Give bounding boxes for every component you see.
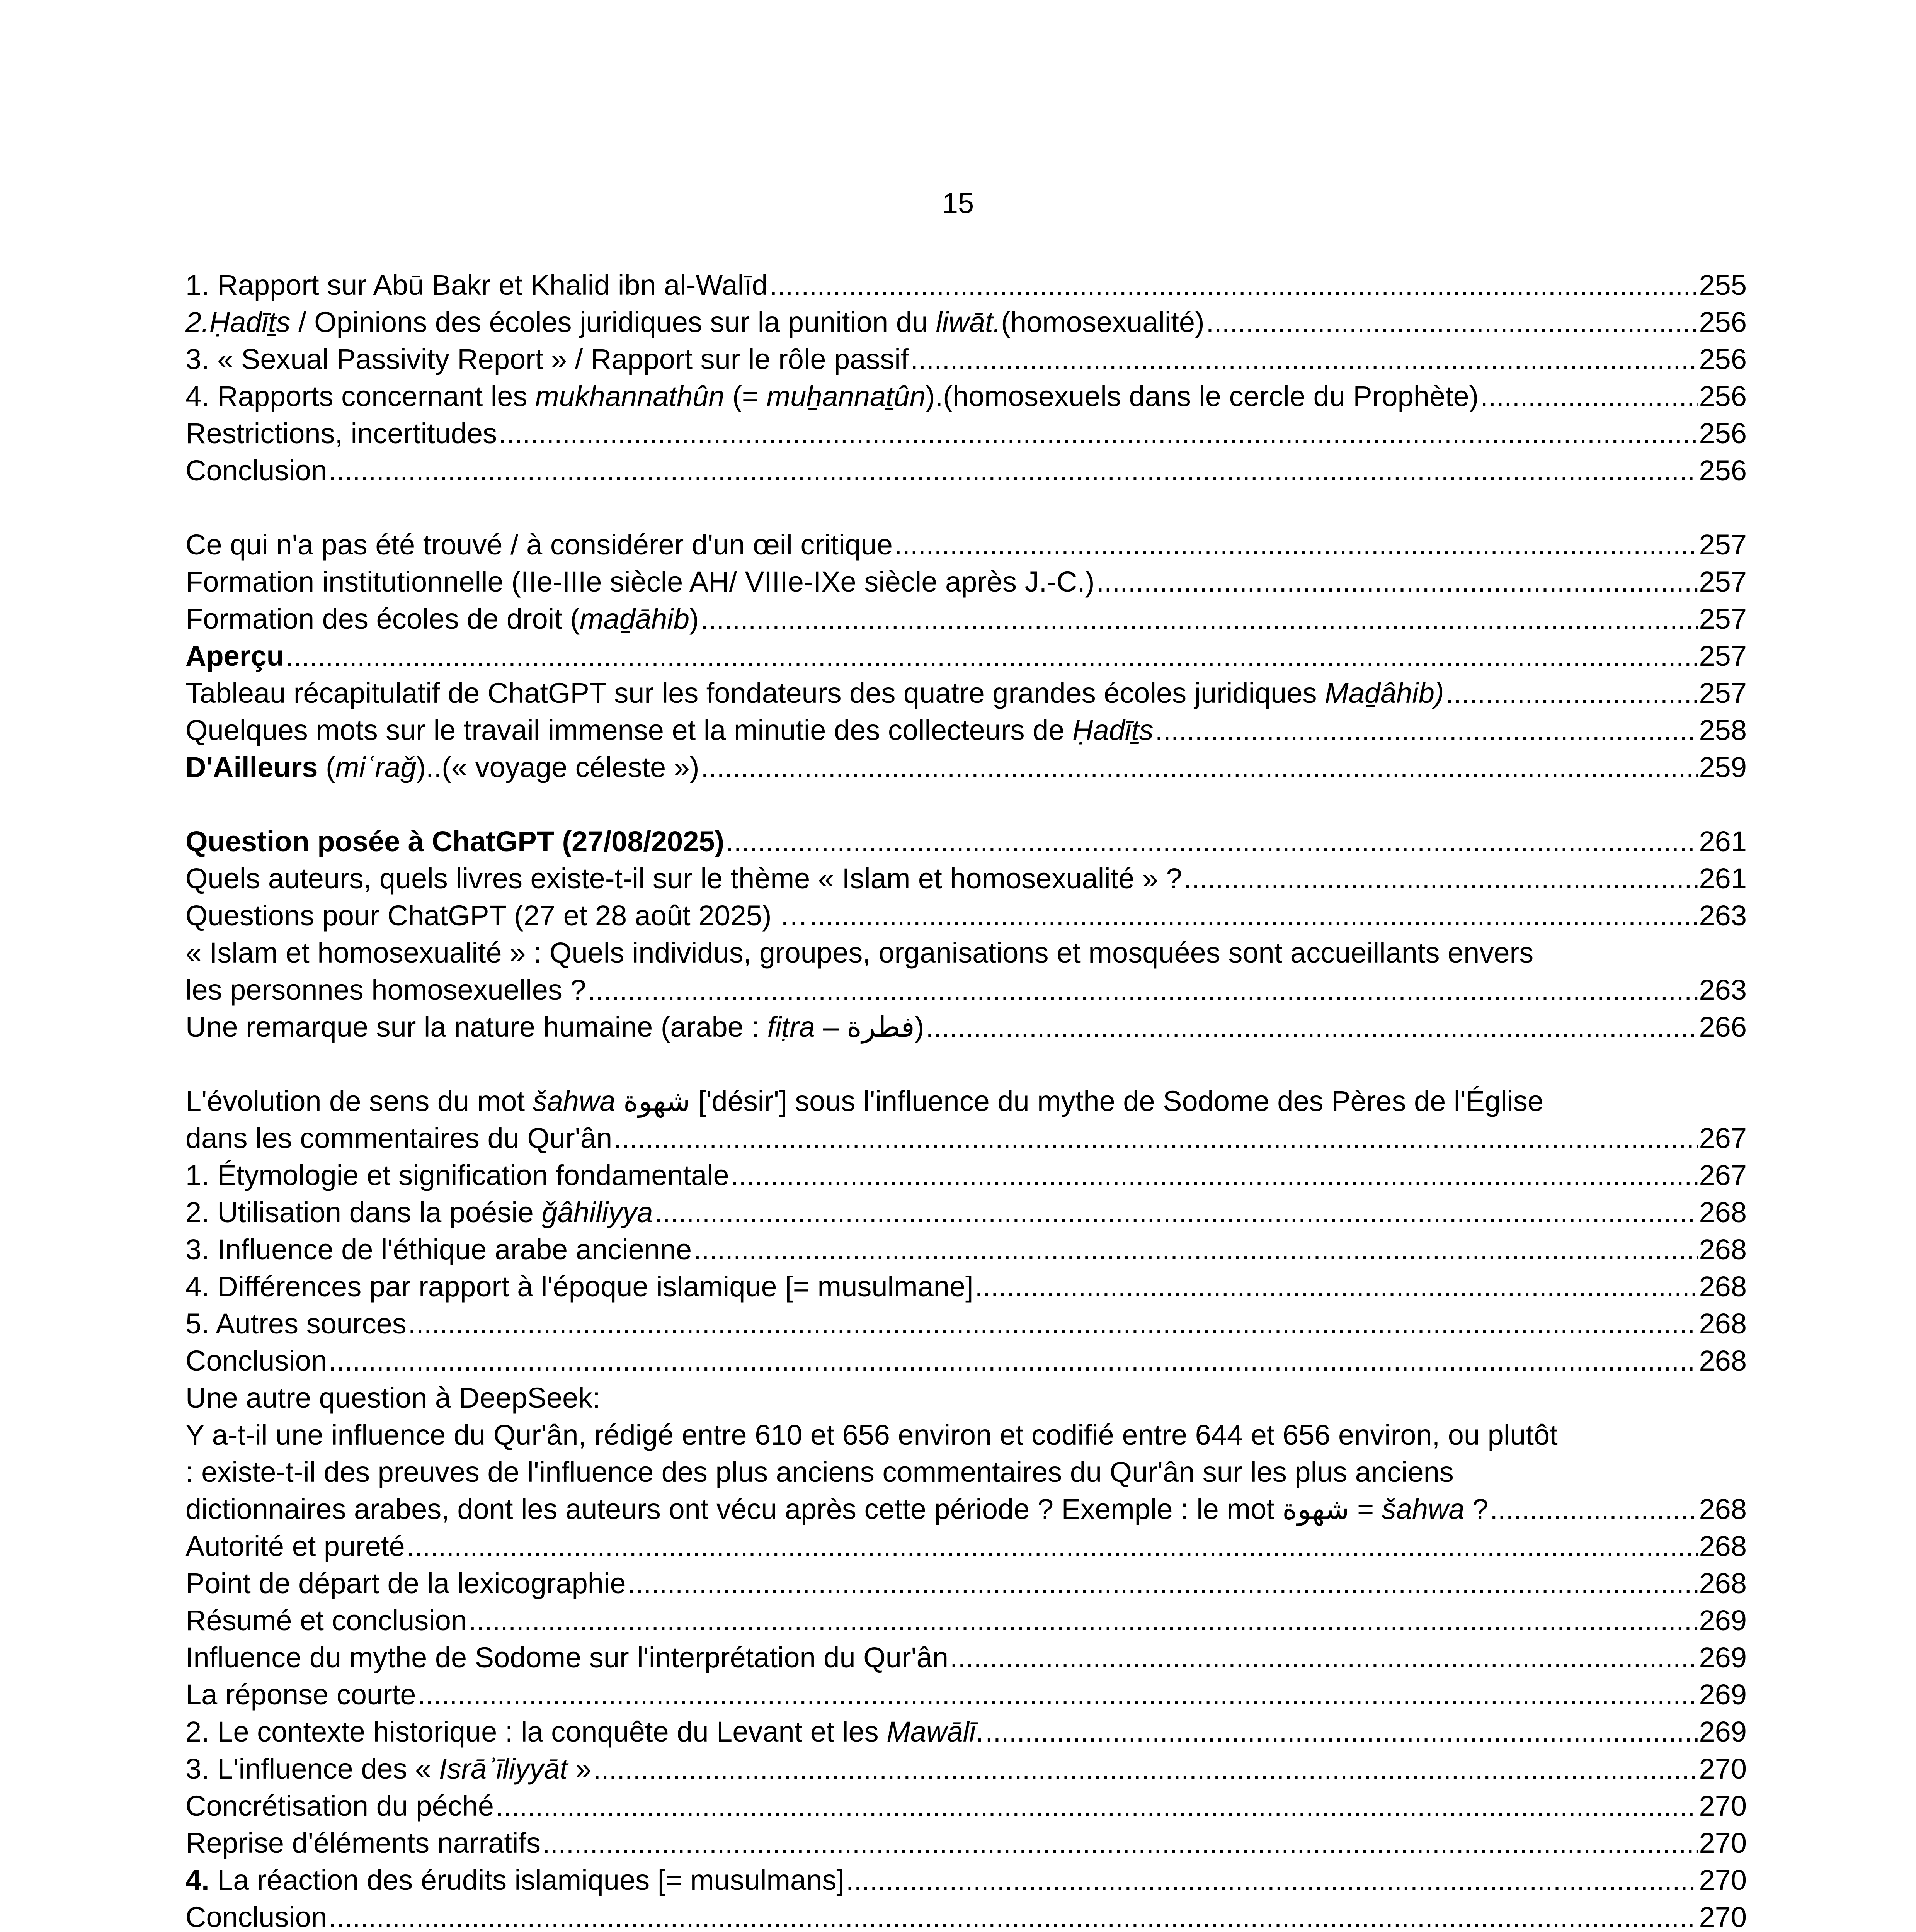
toc-title-segment: Ce qui n'a pas été trouvé / à considérer d'un œil critique <box>185 529 893 561</box>
toc-entry-title <box>185 415 497 452</box>
toc-entry <box>185 1602 1747 1639</box>
toc-entry <box>185 563 1747 600</box>
toc-page-number: 257 <box>1699 640 1747 672</box>
toc-entry-title <box>185 1454 1454 1491</box>
dot-leader <box>418 1676 1698 1713</box>
toc-entry-title <box>185 1417 1558 1454</box>
dot-leader <box>328 452 1697 489</box>
toc-entry <box>185 1305 1747 1342</box>
toc-entry-title <box>185 563 1094 600</box>
toc-page-number: 256 <box>1699 343 1747 375</box>
toc-entry-title <box>185 1231 692 1268</box>
dot-leader <box>468 1602 1697 1639</box>
toc-title-segment: dans les commentaires du Qur'ân <box>185 1122 613 1154</box>
dot-leader <box>1490 1491 1697 1528</box>
toc-entry-title <box>185 638 284 675</box>
toc-entry-title <box>185 378 1479 415</box>
toc-entry <box>185 526 1747 563</box>
toc-page-number: 268 <box>1699 1530 1747 1562</box>
toc-page-number: 256 <box>1699 380 1747 412</box>
toc-title-segment: mukhannathûn <box>535 380 725 412</box>
toc-entry <box>185 712 1747 749</box>
toc-entry-title <box>185 675 1444 712</box>
toc-entry <box>185 452 1747 489</box>
toc-title-segment: Concrétisation du péché <box>185 1790 494 1822</box>
dot-leader <box>769 267 1698 304</box>
toc-title-segment: Question posée à ChatGPT (27/08/2025) <box>185 825 725 857</box>
toc-entry <box>185 638 1747 675</box>
toc-title-segment: » <box>567 1753 592 1785</box>
dot-leader <box>1155 712 1698 749</box>
toc-page-number: 268 <box>1699 1308 1747 1340</box>
toc-entry-title <box>185 1862 844 1899</box>
toc-entry <box>185 1676 1747 1713</box>
toc-page-number: 258 <box>1699 714 1747 746</box>
toc-title-segment: ? <box>1464 1493 1489 1525</box>
toc-title-segment: fiṭra <box>767 1011 815 1043</box>
toc-title-segment: Quelques mots sur le travail immense et la minutie des collecteurs de <box>185 714 1073 746</box>
dot-leader <box>614 1120 1697 1157</box>
toc-title-segment: – فطرة) <box>815 1011 924 1043</box>
dot-leader <box>654 1194 1697 1231</box>
toc-title-segment: Maḏâhib) <box>1325 677 1444 709</box>
toc-title-segment: Mawālī <box>887 1716 976 1748</box>
toc-title-segment: dictionnaires arabes, dont les auteurs ont vécu après cette période ? Exemple : le mot شهوة = <box>185 1493 1382 1525</box>
toc-entry-title <box>185 1009 924 1046</box>
toc-entry <box>185 1342 1747 1379</box>
toc-title-segment: Formation des écoles de droit ( <box>185 603 580 635</box>
toc-entry-title <box>185 1713 984 1750</box>
toc-title-segment: La réaction des érudits islamiques [= musulmans] <box>209 1864 844 1896</box>
dot-leader <box>910 341 1697 378</box>
dot-leader <box>1446 675 1698 712</box>
toc-title-segment: 2. Utilisation dans la poésie <box>185 1196 542 1228</box>
toc-title-segment: 5. Autres sources <box>185 1308 407 1340</box>
toc-entry <box>185 971 1747 1009</box>
toc-title-segment: Isrāʾīliyyāt <box>439 1753 568 1785</box>
dot-leader <box>593 1750 1698 1787</box>
toc-entry-title <box>185 1157 729 1194</box>
toc-entry-title <box>185 341 909 378</box>
toc-title-segment: )..(« voyage céleste ») <box>416 751 699 783</box>
dot-leader <box>701 749 1697 786</box>
toc-text-line <box>185 1379 1747 1417</box>
toc-title-segment: : existe-t-il des preuves de l'influence des plus anciens commentaires du Qur'ân sur les plus anciens <box>185 1456 1454 1488</box>
toc-title-segment: 3. « Sexual Passivity Report » / Rapport sur le rôle passif <box>185 343 909 375</box>
toc-entry-title <box>185 1639 948 1676</box>
toc-entry <box>185 1787 1747 1825</box>
dot-leader <box>810 897 1697 934</box>
dot-leader <box>542 1825 1698 1862</box>
toc-page-number: 257 <box>1699 566 1747 598</box>
toc-entry-title <box>185 1342 327 1379</box>
toc-title-segment: La réponse courte <box>185 1679 416 1711</box>
dot-leader <box>328 1899 1697 1932</box>
toc-title-segment: Une remarque sur la nature humaine (arabe : <box>185 1011 767 1043</box>
dot-leader <box>1206 304 1698 341</box>
toc-page-number: 267 <box>1699 1122 1747 1154</box>
toc-page-number: 268 <box>1699 1270 1747 1303</box>
toc-entry <box>185 1268 1747 1305</box>
toc-entry <box>185 675 1747 712</box>
toc-title-segment: 3. Influence de l'éthique arabe ancienne <box>185 1233 692 1265</box>
toc-entry <box>185 1639 1747 1676</box>
toc-page-number: 261 <box>1699 862 1747 895</box>
toc-entry <box>185 1750 1747 1787</box>
toc-spacer <box>185 1046 1747 1083</box>
toc-entry-title <box>185 1676 416 1713</box>
toc-title-segment: Tableau récapitulatif de ChatGPT sur les fondateurs des quatre grandes écoles juridiques <box>185 677 1325 709</box>
toc-title-segment: Influence du mythe de Sodome sur l'interprétation du Qur'ân <box>185 1641 948 1673</box>
toc-title-segment: 4. Différences par rapport à l'époque islamique [= musulmane] <box>185 1270 973 1303</box>
toc-title-segment: ).(homosexuels dans le cercle du Prophète) <box>926 380 1479 412</box>
toc-entry <box>185 1231 1747 1268</box>
toc-entry-title <box>185 304 1205 341</box>
toc-title-segment: liwāt. <box>936 306 1001 338</box>
toc-entry <box>185 749 1747 786</box>
toc-entry-title <box>185 1750 592 1787</box>
toc-page-number: 270 <box>1699 1753 1747 1785</box>
toc-entry <box>185 1194 1747 1231</box>
toc-entry-title <box>185 1268 973 1305</box>
toc-text-line <box>185 1417 1747 1454</box>
toc-title-segment: 2.Ḥadīṯs <box>185 306 291 338</box>
toc-page-number: 257 <box>1699 603 1747 635</box>
toc-entry <box>185 1713 1747 1750</box>
toc-page-number: 257 <box>1699 677 1747 709</box>
toc-entry-title <box>185 1305 407 1342</box>
toc-title-segment: 4. <box>185 1864 209 1896</box>
toc-entry-title <box>185 1565 626 1602</box>
toc-page-number: 257 <box>1699 529 1747 561</box>
toc-title-segment: Reprise d'éléments narratifs <box>185 1827 541 1859</box>
toc-entry <box>185 1157 1747 1194</box>
dot-leader <box>701 600 1698 638</box>
toc-title-segment: miʿraǧ <box>335 751 417 783</box>
toc-title-segment: Conclusion <box>185 1901 327 1932</box>
toc-title-segment: / Opinions des écoles juridiques sur la punition du <box>290 306 936 338</box>
dot-leader <box>588 971 1698 1009</box>
toc-spacer <box>185 489 1747 526</box>
toc-title-segment: 1. Étymologie et signification fondamentale <box>185 1159 729 1191</box>
dot-leader <box>328 1342 1697 1379</box>
toc-title-segment: Quels auteurs, quels livres existe-t-il sur le thème « Islam et homosexualité » ? <box>185 862 1182 895</box>
toc-entry-title <box>185 1379 601 1417</box>
toc-title-segment: 1. Rapport sur Abū Bakr et Khalid ibn al-Walīd <box>185 269 768 301</box>
toc-entry-title <box>185 1194 653 1231</box>
toc-entry <box>185 1528 1747 1565</box>
table-of-contents <box>185 267 1747 1932</box>
toc-entry <box>185 267 1747 304</box>
toc-title-segment: Y a-t-il une influence du Qur'ân, rédigé entre 610 et 656 environ et codifié entre 644 et 656 environ, ou plutôt <box>185 1419 1558 1451</box>
toc-entry <box>185 1862 1747 1899</box>
toc-page-number: 256 <box>1699 306 1747 338</box>
toc-title-segment: Formation institutionnelle (IIe-IIIe siècle AH/ VIIIe-IXe siècle après J.-C.) <box>185 566 1095 598</box>
toc-entry-title <box>185 860 1182 897</box>
dot-leader <box>628 1565 1698 1602</box>
toc-entry <box>185 415 1747 452</box>
toc-page-number: 268 <box>1699 1233 1747 1265</box>
toc-page-number: 263 <box>1699 900 1747 932</box>
toc-page-number: 256 <box>1699 454 1747 486</box>
dot-leader <box>726 823 1697 860</box>
toc-entry <box>185 823 1747 860</box>
dot-leader <box>985 1713 1697 1750</box>
toc-entry <box>185 897 1747 934</box>
dot-leader <box>975 1268 1698 1305</box>
dot-leader <box>286 638 1698 675</box>
dot-leader <box>407 1528 1698 1565</box>
toc-title-segment: les personnes homosexuelles ? <box>185 974 586 1006</box>
toc-entry-title <box>185 934 1533 971</box>
toc-entry-title <box>185 897 808 934</box>
dot-leader <box>846 1862 1698 1899</box>
toc-text-line <box>185 1454 1747 1491</box>
toc-page-number: 261 <box>1699 825 1747 857</box>
toc-title-segment: 3. L'influence des « <box>185 1753 439 1785</box>
toc-entry-title <box>185 1602 467 1639</box>
toc-entry-title <box>185 749 699 786</box>
toc-title-segment: muẖannaṯûn <box>766 380 926 412</box>
toc-entry <box>185 1825 1747 1862</box>
toc-page-number: 268 <box>1699 1345 1747 1377</box>
dot-leader <box>1480 378 1697 415</box>
toc-page-number: 269 <box>1699 1716 1747 1748</box>
dot-leader <box>495 1787 1697 1825</box>
toc-title-segment: Conclusion <box>185 454 327 486</box>
toc-entry <box>185 1009 1747 1046</box>
toc-title-segment: D'Ailleurs <box>185 751 318 783</box>
toc-entry <box>185 1565 1747 1602</box>
toc-entry <box>185 341 1747 378</box>
toc-page-number: 270 <box>1699 1790 1747 1822</box>
toc-page-number: 270 <box>1699 1864 1747 1896</box>
toc-entry-title <box>185 267 768 304</box>
dot-leader <box>894 526 1698 563</box>
toc-page-number: 270 <box>1699 1901 1747 1932</box>
toc-page-number: 268 <box>1699 1493 1747 1525</box>
toc-title-segment: Résumé et conclusion <box>185 1604 467 1636</box>
toc-entry-title <box>185 1120 612 1157</box>
toc-entry <box>185 304 1747 341</box>
toc-title-segment: Restrictions, incertitudes <box>185 417 497 449</box>
toc-page-number: 263 <box>1699 974 1747 1006</box>
toc-entry-title <box>185 526 893 563</box>
toc-entry-title <box>185 452 327 489</box>
toc-entry <box>185 600 1747 638</box>
toc-page-number: 266 <box>1699 1011 1747 1043</box>
toc-page-number: 256 <box>1699 417 1747 449</box>
toc-entry <box>185 860 1747 897</box>
toc-page-number: 259 <box>1699 751 1747 783</box>
toc-title-segment: شهوة ['désir'] sous l'influence du mythe de Sodome des Pères de l'Église <box>615 1085 1544 1117</box>
toc-entry-title <box>185 1787 494 1825</box>
toc-entry-title <box>185 1083 1543 1120</box>
page-number: 15 <box>942 187 974 219</box>
toc-entry-title <box>185 1899 327 1932</box>
toc-title-segment: ( <box>318 751 335 783</box>
toc-title-segment: Aperçu <box>185 640 284 672</box>
toc-title-segment: « Islam et homosexualité » : Quels individus, groupes, organisations et mosquées sont accueillants envers <box>185 937 1534 969</box>
toc-title-segment: maḏāhib <box>580 603 689 635</box>
dot-leader <box>1096 563 1697 600</box>
toc-text-line <box>185 934 1747 971</box>
dot-leader <box>926 1009 1697 1046</box>
toc-page-number: 268 <box>1699 1196 1747 1228</box>
toc-entry-title <box>185 1528 405 1565</box>
toc-title-segment: 4. Rapports concernant les <box>185 380 535 412</box>
toc-page-number: 268 <box>1699 1567 1747 1599</box>
toc-entry <box>185 1899 1747 1932</box>
toc-page-number: 269 <box>1699 1679 1747 1711</box>
toc-title-segment: Ḥadīṯs <box>1072 714 1154 746</box>
toc-title-segment: Autorité et pureté <box>185 1530 405 1562</box>
toc-entry-title <box>185 971 586 1009</box>
toc-title-segment: (= <box>724 380 767 412</box>
toc-entry <box>185 1120 1747 1157</box>
toc-spacer <box>185 786 1747 823</box>
toc-entry <box>185 378 1747 415</box>
toc-page-number: 267 <box>1699 1159 1747 1191</box>
toc-title-segment: 2. Le contexte historique : la conquête du Levant et les <box>185 1716 887 1748</box>
toc-entry-title <box>185 1825 541 1862</box>
dot-leader <box>408 1305 1698 1342</box>
toc-text-line <box>185 1083 1747 1120</box>
dot-leader <box>499 415 1697 452</box>
toc-title-segment: šahwa <box>533 1085 616 1117</box>
toc-title-segment: Questions pour ChatGPT (27 et 28 août 2025) … <box>185 900 808 932</box>
toc-title-segment: Une autre question à DeepSeek: <box>185 1382 601 1414</box>
toc-entry-title <box>185 823 724 860</box>
toc-page-number: 269 <box>1699 1641 1747 1673</box>
toc-title-segment: (homosexualité) <box>1001 306 1205 338</box>
toc-title-segment: ) <box>689 603 699 635</box>
toc-title-segment: ǧâhiliyya <box>541 1196 653 1228</box>
toc-entry-title <box>185 600 699 638</box>
toc-title-segment: šahwa <box>1382 1493 1465 1525</box>
dot-leader <box>693 1231 1697 1268</box>
toc-title-segment: Conclusion <box>185 1345 327 1377</box>
dot-leader <box>1184 860 1698 897</box>
toc-page-number: 269 <box>1699 1604 1747 1636</box>
toc-page-number: 270 <box>1699 1827 1747 1859</box>
toc-entry <box>185 1491 1747 1528</box>
dot-leader <box>950 1639 1698 1676</box>
toc-entry-title <box>185 712 1154 749</box>
toc-entry-title <box>185 1491 1488 1528</box>
toc-page-number: 255 <box>1699 269 1747 301</box>
toc-title-segment: L'évolution de sens du mot <box>185 1085 533 1117</box>
toc-title-segment: . <box>975 1716 984 1748</box>
toc-title-segment: Point de départ de la lexicographie <box>185 1567 626 1599</box>
dot-leader <box>731 1157 1698 1194</box>
